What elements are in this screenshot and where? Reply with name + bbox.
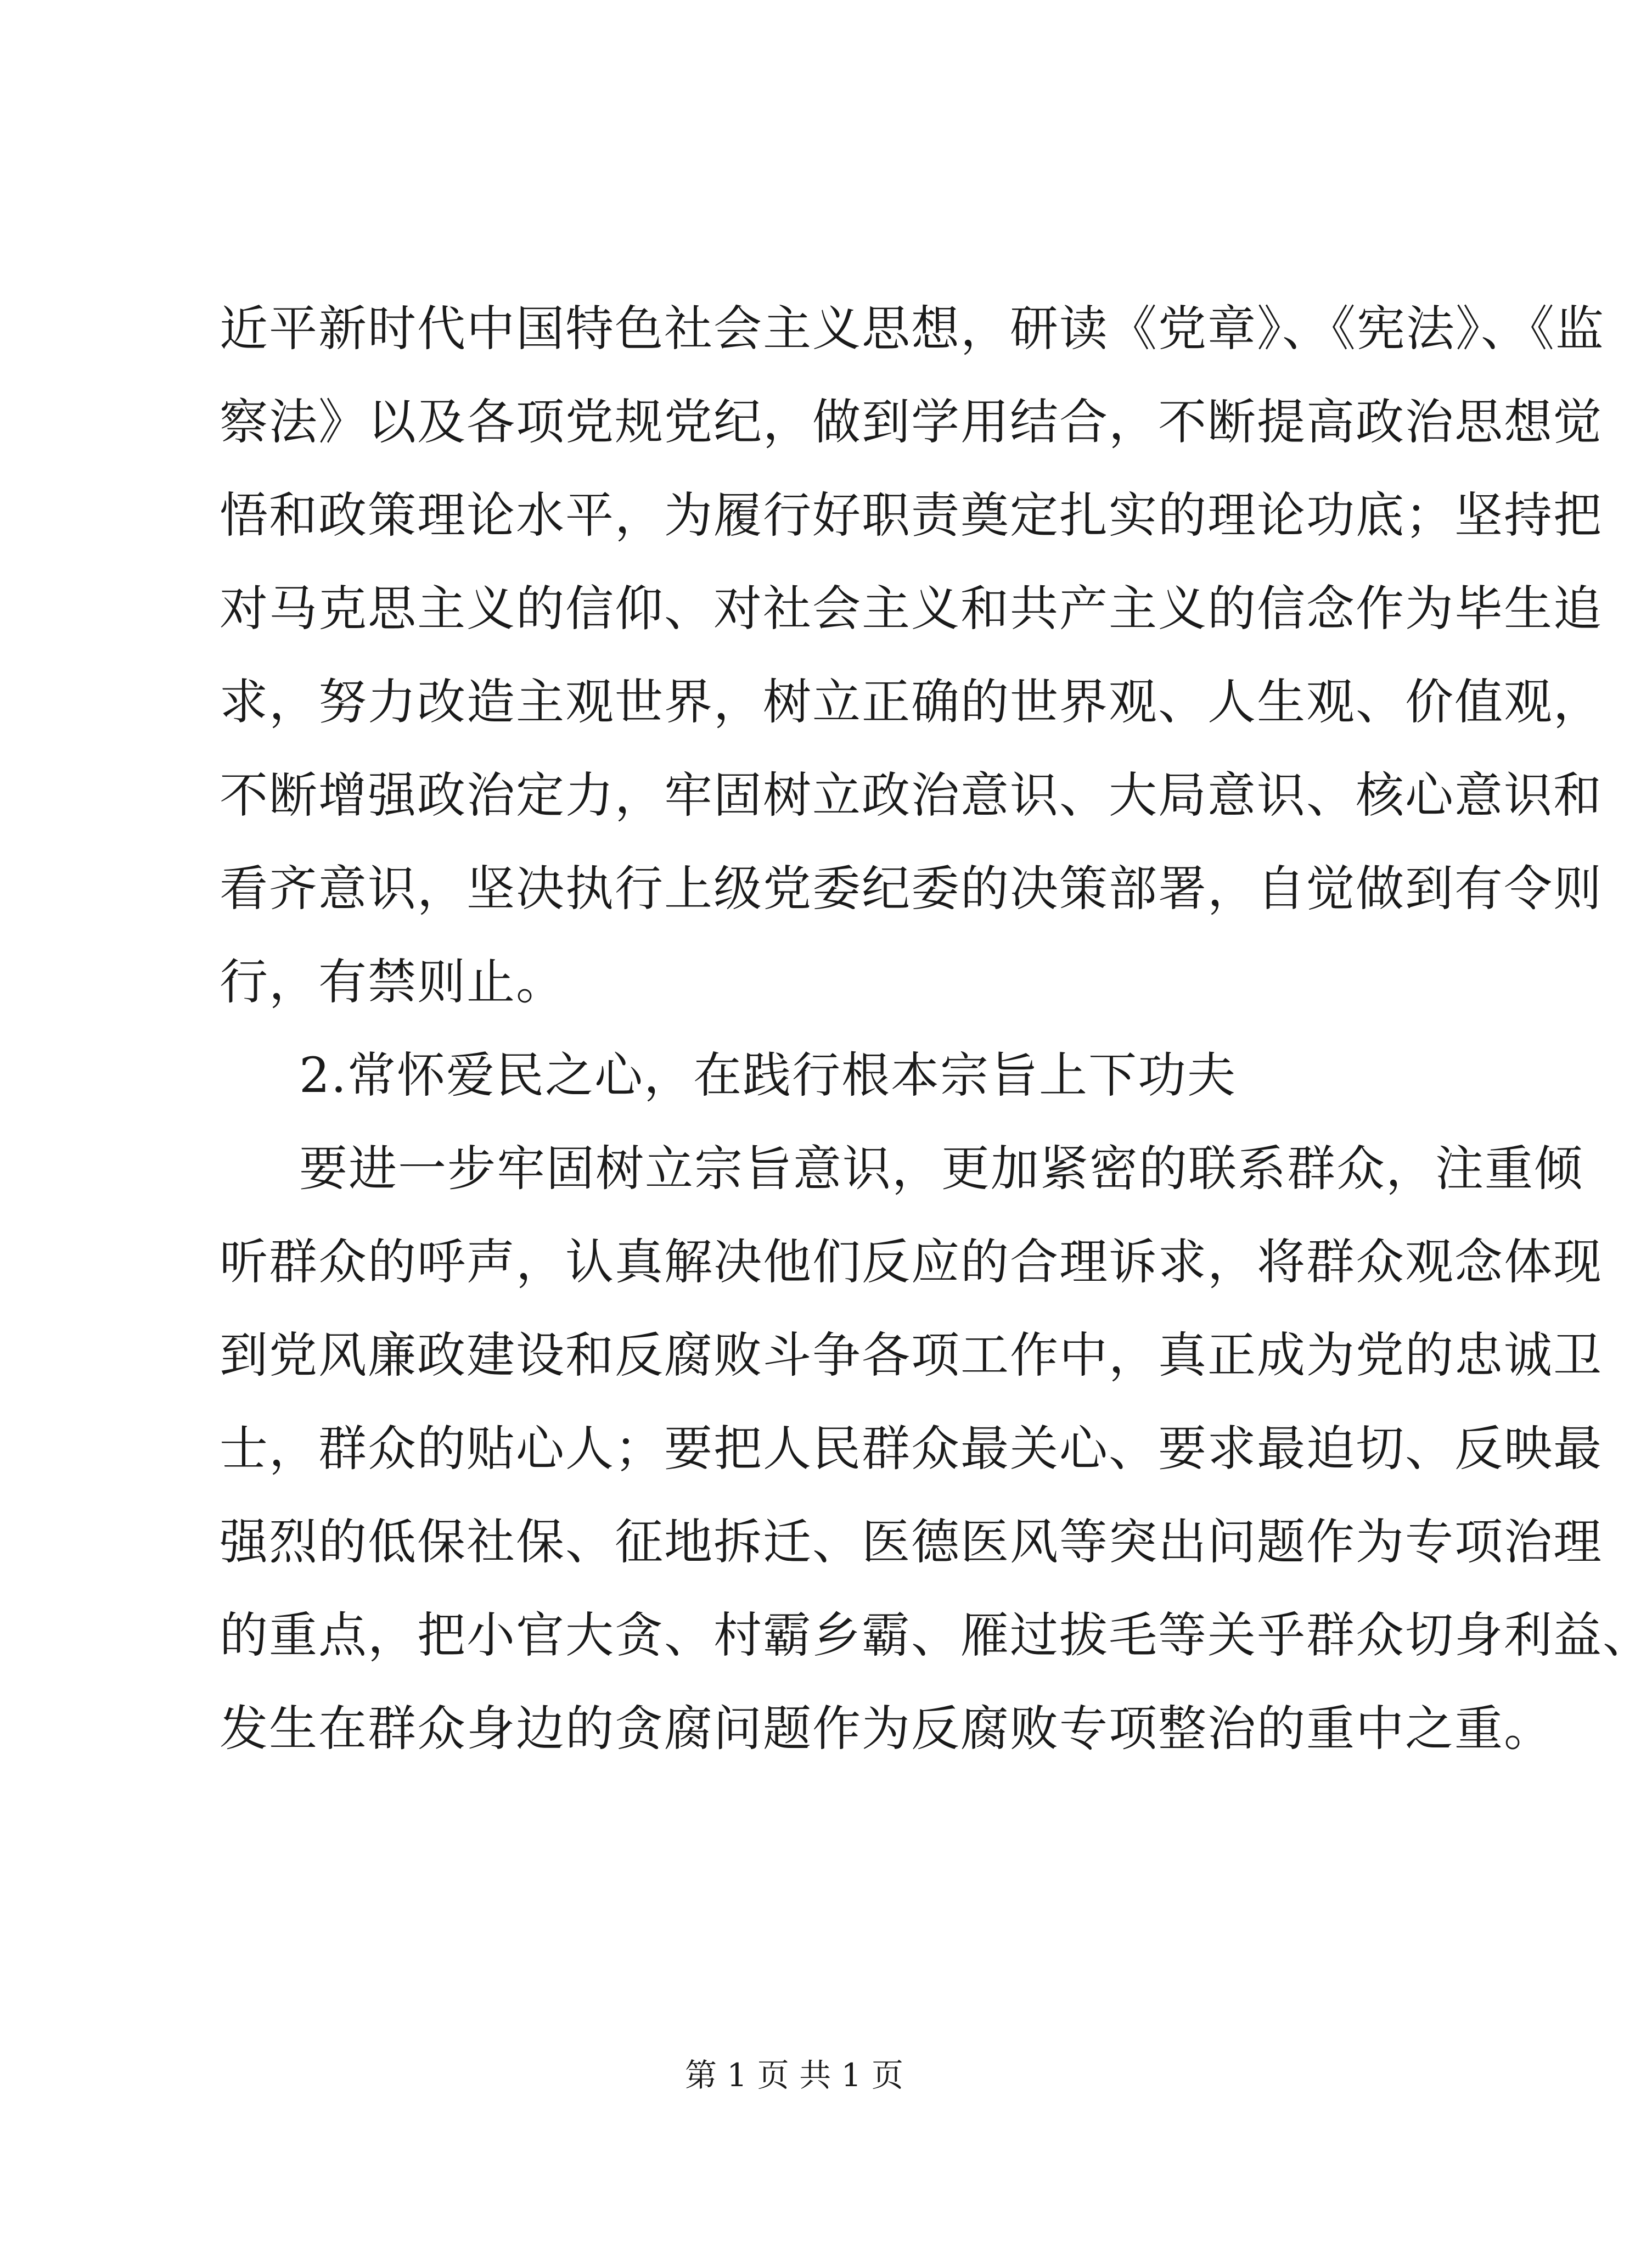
body-text-line: 行，有禁则止。: [220, 954, 566, 1010]
section-heading: 2.常怀爱民之心，在践行根本宗旨上下功夫: [299, 1047, 1237, 1103]
body-text-line: 强烈的低保社保、征地拆迁、医德医风等突出问题作为专项治理: [220, 1514, 1603, 1570]
body-text-line: 不断增强政治定力，牢固树立政治意识、大局意识、核心意识和: [220, 767, 1603, 823]
body-text-line: 悟和政策理论水平，为履行好职责奠定扎实的理论功底；坚持把: [220, 487, 1603, 543]
body-text-line: 的重点，把小官大贪、村霸乡霸、雁过拔毛等关乎群众切身利益、: [220, 1607, 1652, 1663]
body-text-line: 听群众的呼声，认真解决他们反应的合理诉求，将群众观念体现: [220, 1234, 1603, 1290]
body-text-line: 要进一步牢固树立宗旨意识，更加紧密的联系群众，注重倾: [299, 1140, 1584, 1197]
body-text-line: 到党风廉政建设和反腐败斗争各项工作中，真正成为党的忠诚卫: [220, 1327, 1603, 1383]
body-text-line: 看齐意识，坚决执行上级党委纪委的决策部署，自觉做到有令则: [220, 860, 1603, 917]
body-text-line: 士，群众的贴心人；要把人民群众最关心、要求最迫切、反映最: [220, 1420, 1603, 1477]
body-text-line: 求，努力改造主观世界，树立正确的世界观、人生观、价值观，: [220, 674, 1603, 730]
body-text-line: 近平新时代中国特色社会主义思想，研读《党章》、《宪法》、《监: [220, 300, 1605, 357]
body-text-line: 对马克思主义的信仰、对社会主义和共产主义的信念作为毕生追: [220, 580, 1603, 637]
page-footer: 第 1 页 共 1 页: [685, 2057, 903, 2094]
body-text-line: 察法》以及各项党规党纪，做到学用结合，不断提高政治思想觉: [220, 394, 1603, 450]
body-text-line: 发生在群众身边的贪腐问题作为反腐败专项整治的重中之重。: [220, 1700, 1554, 1757]
